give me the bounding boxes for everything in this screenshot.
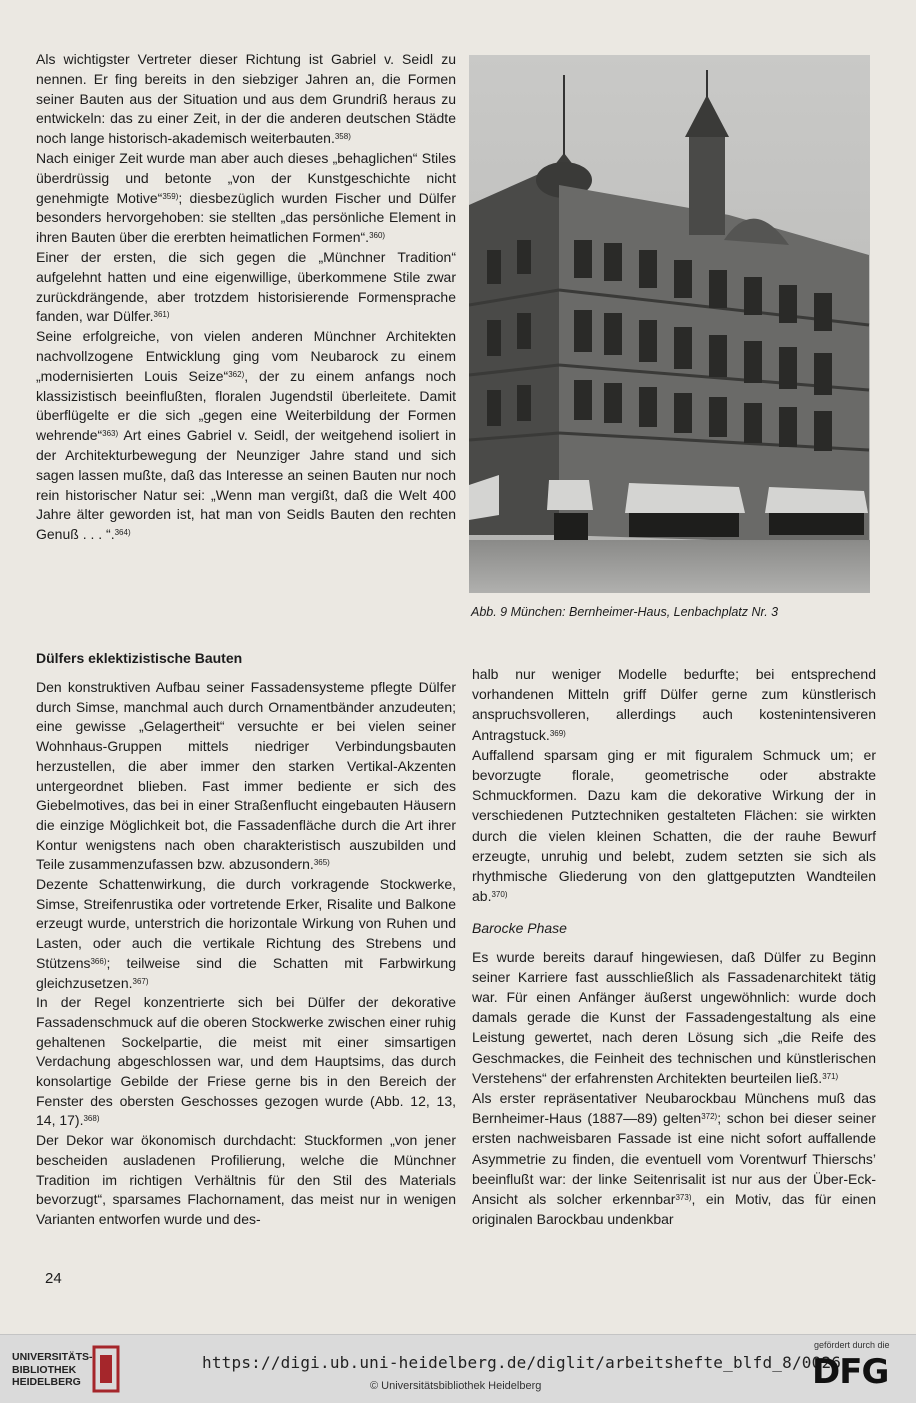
footnote-ref: 373) <box>675 1193 692 1203</box>
footnote-ref: 370) <box>491 890 508 900</box>
library-name-line2: BIBLIOTHEK <box>12 1363 77 1376</box>
paragraph-text: Nach einiger Zeit wurde man aber auch dieses „behaglichen“ Stiles überdrüssig und betonte „von der Kunstgeschichte nicht genehmigte Motive“ <box>36 149 456 206</box>
right-b-paragraph <box>472 1088 876 1229</box>
digitization-footer <box>0 1334 916 1403</box>
paragraph-text: Seine erfolgreiche, von vielen anderen Münchner Architekten nachvollzogene Entwicklung ging vom Neubarock zu einem „modernisierten Louis Seize“ <box>36 328 456 384</box>
page-number: 24 <box>45 1270 62 1287</box>
left-lower-paragraph <box>36 678 456 875</box>
right-column-text <box>472 664 876 1229</box>
paragraph-text: Art eines Gabriel v. Seidl, der weitgehend isoliert in der Architekturbewegung der Neunziger Jahre stand und sich sagen lassen mußte, daß das Interesse an seinen Bauten nur noch rein historischer Natur sei: „Wenn man vergißt, daß die Welt 400 Jahre älter geworden ist, hat man von Seidls Bauten den rechten Genuß . . . “. <box>36 427 456 543</box>
paragraph-text: Einer der ersten, die sich gegen die „Münchner Tradition“ aufgelehnt hatten und eine eigenwillige, überkommene Stile zwar zurückdrängende, aber trotzdem historisierende Formensprache fanden, war Dülfer. <box>36 248 456 325</box>
library-name-line3: HEIDELBERG <box>12 1376 81 1388</box>
footnote-ref: 358) <box>334 132 351 142</box>
footnote-ref: 360) <box>369 231 386 241</box>
footnote-ref: 361) <box>153 310 170 320</box>
footnote-ref: 366) <box>90 956 107 966</box>
subheading-barocke-phase: Barocke Phase <box>472 920 567 937</box>
footnote-ref: 367) <box>132 976 149 986</box>
section-heading: Dülfers eklektizistische Bauten <box>36 650 243 666</box>
footnote-ref: 368) <box>83 1114 100 1124</box>
paragraph-text: Als wichtigster Vertreter dieser Richtung ist Gabriel v. Seidl zu nennen. Er fing bereits in den siebziger Jahren an, die Formen seiner Bauten aus der Situation und aus dem Grundriß heraus zu entwickeln: das zu einer Zeit, in der die anderen deutschen Städte noch lange historisch-akademisch weiterbauten. <box>36 51 456 147</box>
copyright-notice: © Universitätsbibliothek Heidelberg <box>370 1380 542 1392</box>
left-upper-paragraph <box>36 248 456 327</box>
paragraph-text: Als erster repräsentativer Neubarockbau Münchens muß das Bernheimer-Haus (1887—89) gelten <box>472 1090 876 1127</box>
paragraph-text: Der Dekor war ökonomisch durchdacht: Stuckformen „von jener bescheiden ausladenen Profilierung, welche die Münchner Tradition im richtigen Verhältnis für den Stil des Materials bevorzugt“, sparsames Flachornament, das meist nur in wenigen Varianten entworfen wurde und des- <box>36 1132 456 1227</box>
left-lower-paragraph <box>36 1131 456 1230</box>
figure-caption: Abb. 9 München: Bernheimer-Haus, Lenbachplatz Nr. 3 <box>471 605 779 619</box>
library-name-line1: UNIVERSITÄTS- <box>12 1351 93 1363</box>
footnote-ref: 369) <box>549 728 566 738</box>
paragraph-text: halb nur weniger Modelle bedurfte; bei entsprechend vorhandenen Mitteln griff Dülfer gerne zum künstlerisch anspruchsvolleren, allerdings auch kostenintensiveren Antragstuck. <box>472 666 876 743</box>
paragraph-text: In der Regel konzentrierte sich bei Dülfer der dekorative Fassadenschmuck auf die oberen Stockwerke zwischen einer ruhig gehaltenen Sockelpartie, die meist mit einer simsartigen Verdachung abgeschlossen war, und dem Hauptsims, das durch konsolartige Gebilde der Friese gerne bis in den Bereich der Fenster des obersten Geschosses gezogen wurde (Abb. 12, 13, 14, 17). <box>36 994 456 1129</box>
permalink-url[interactable]: https://digi.ub.uni-heidelberg.de/diglit/arbeitshefte_blfd_8/0026 <box>202 1353 842 1372</box>
paragraph-text: , ein Motiv, das für einen originalen Barockbau undenkbar <box>472 1191 876 1228</box>
right-a-paragraph <box>472 664 876 745</box>
paragraph-text: Dezente Schattenwirkung, die durch vorkragende Stockwerke, Simse, Streifenrustika oder vortretende Erker, Risalite und Balkone erzeugt wurde, unterstrich die horizontale Wirkung von Ruhen und Lasten, oder auch die vertikale Richtung des Strebens und Stützens <box>36 876 456 971</box>
right-b-paragraph <box>472 947 876 1088</box>
dfg-logo: DFG <box>812 1352 889 1392</box>
left-lower-paragraph <box>36 993 456 1131</box>
paragraph-text: Auffallend sparsam ging er mit figuralem Schmuck um; er bevorzugte florale, geometrische oder abstrakte Schmuckformen. Dazu kam die dekorative Wirkung der in verschiedenen Putztechniken gestalteten Flächen: sie wirkten durch die vielen kleinen Schatten, die der rauhe Bewurf erzeugte, unruhig und belebt, zudem setzten sie sich als rhythmische Gliederung von den glattgeputzten Wandteilen ab. <box>472 746 876 905</box>
library-name <box>12 1351 93 1389</box>
paragraph-text: Den konstruktiven Aufbau seiner Fassadensysteme pflegte Dülfer durch Simse, manchmal auch durch Ornamentbänder anzudeuten; eine gewisse „Gelagertheit“ versuchte er bei vielen seiner Wohnhaus-Gruppen mittels niedriger Verbindungsbauten herzustellen, die aber immer den starken Vertikal-Akzenten untergeordnet blieben. Fast immer bediente er sich des Giebelmotives, das bei in einer Straßenflucht eingebauten Häusern die einzige Möglichkeit bot, die Fassadenfläche durch die Art ihrer Kontur wenigstens nach oben charakteristisch auszubilden und Teile zusammenzufassen bzw. abzusondern. <box>36 679 456 873</box>
funding-note: gefördert durch die <box>814 1340 890 1350</box>
right-column-paragraphs-a <box>472 664 876 906</box>
left-upper-paragraph <box>36 327 456 545</box>
paragraph-text: Es wurde bereits darauf hingewiesen, daß Dülfer zu Beginn seiner Karriere fast ausschließlich als Fassadenarchitekt tätig war. Für einen Anfänger äußerst ungewöhnlich: wurde doch damals gerade die Kunst der Fassadengestaltung als eine Leistung gewertet, nach deren Lösung sich „die Reife des Geschmackes, die Feinheit des technischen und künstlerischen Verstehens“ der erfahrensten Architekten beurteilen ließ. <box>472 948 876 1086</box>
right-column-paragraphs-b <box>472 947 876 1230</box>
footnote-ref: 372) <box>701 1112 718 1122</box>
left-upper-paragraph <box>36 50 456 149</box>
paragraph-text: ; teilweise sind die Schatten mit Farbwirkung gleichzusetzen. <box>36 954 456 991</box>
paragraph-text: ; diesbezüglich wurden Fischer und Dülfer besonders hervorgehoben: sie stellten „das persönliche Element in ihren Bauten über die ererbten heimatlichen Formen“. <box>36 189 456 246</box>
footnote-ref: 362) <box>228 369 245 379</box>
footnote-ref: 371) <box>822 1071 839 1081</box>
building-photo <box>469 55 870 593</box>
left-column-upper-text <box>36 50 456 545</box>
left-lower-paragraph <box>36 875 456 993</box>
library-logo-icon <box>90 1343 122 1395</box>
paragraph-text: , der zu einem anfangs noch klassizistisch beeinflußten, floralen Jugendstil überleitete. Damit überflügelte er die sich „gegen eine Weiterbildung der Formen wehrende“ <box>36 367 456 444</box>
footnote-ref: 363) <box>102 429 119 439</box>
footnote-ref: 365) <box>313 858 330 868</box>
footnote-ref: 359) <box>162 191 179 201</box>
left-upper-paragraph <box>36 149 456 248</box>
bernheimer-haus-illustration <box>469 55 870 593</box>
footnote-ref: 364) <box>114 528 131 538</box>
left-column-lower-text <box>36 678 456 1230</box>
paragraph-text: ; schon bei dieser seiner ersten nachweisbaren Fassade ist eine nicht sofort auffallende Asymmetrie zu finden, die eventuell vom Vorentwurf Thierschs’ beeinflußt war: der linke Seitenrisalit ist nur aus der Über-Eck-Ansicht als solcher erkennbar <box>472 1110 876 1208</box>
right-a-paragraph <box>472 745 876 907</box>
